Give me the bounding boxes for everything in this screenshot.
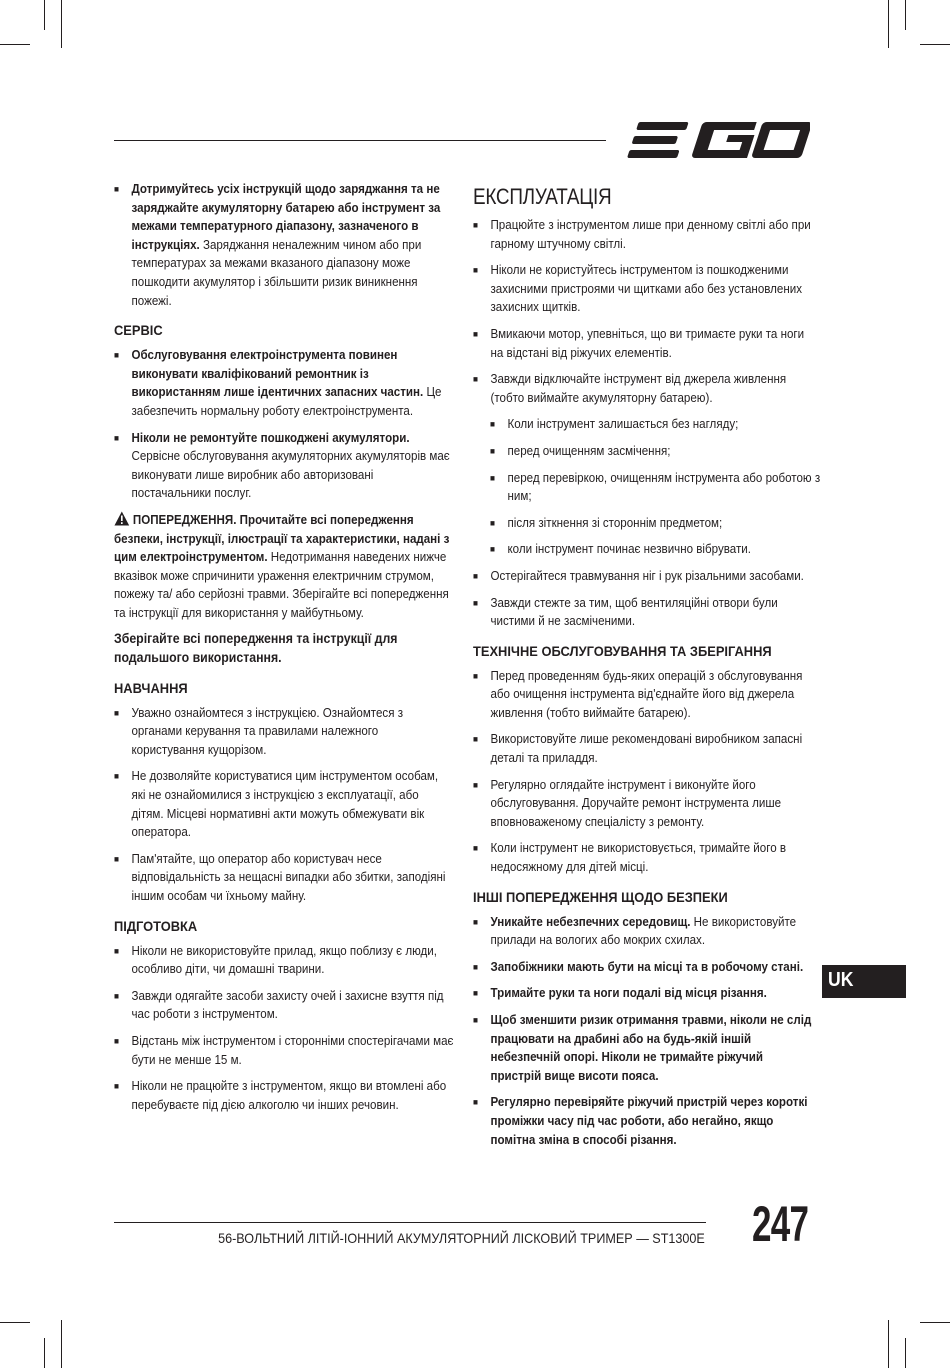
section-heading-training: НАВЧАННЯ: [114, 679, 188, 696]
section-heading-other: ІНШІ ПОПЕРЕДЖЕННЯ ЩОДО БЕЗПЕКИ: [473, 888, 728, 905]
right-column: [473, 182, 821, 1157]
warning-icon: [114, 511, 130, 526]
crop-mark: [0, 1322, 30, 1323]
sub-list-item: ■ перед перевіркою, очищенням інструмента або роботою з ним;: [490, 470, 821, 504]
ego-logo-mark: [620, 118, 810, 162]
sub-list-item: ■ перед очищенням засмічення;: [490, 443, 671, 458]
list-item: ■ Працюйте з інструментом лише при денному світлі або при гарному штучному світлі.: [473, 218, 811, 251]
sub-list-item: ■ після зіткнення зі стороннім предметом;: [490, 515, 723, 530]
crop-mark: [888, 1320, 889, 1368]
list-item: ■ Завжди відключайте інструмент від джерела живлення (тобто виймайте акумуляторну батарею).: [473, 372, 787, 405]
list-item: ■ Запобіжники мають бути на місці та в робочому стані.: [473, 959, 804, 974]
list-item: ■ Коли інструмент не використовується, тримайте його в недосяжному для дітей місці.: [473, 841, 787, 875]
crop-mark: [44, 0, 45, 30]
language-tab: [822, 965, 906, 998]
sub-list-item: ■ коли інструмент починає незвично вібрувати.: [490, 542, 751, 557]
section-heading-operation: ЕКСПЛУАТАЦІЯ: [473, 184, 612, 209]
crop-mark: [61, 1320, 62, 1368]
warning-paragraph: ПОПЕРЕДЖЕННЯ. Прочитайте всі попередження безпеки, інструкції, ілюстрації та характеристики, надані з цим електроінструментом. Недотримання наведених нижче вказівок може спричинити ураження електричним струмом, пожежу та/ або серйозні травми. Зберігайте всі попередження та інструкції для використання у майбутньому.: [114, 512, 450, 620]
crop-mark: [920, 44, 950, 45]
section-heading-service: СЕРВІС: [114, 322, 163, 339]
footer-rule: [114, 1222, 706, 1223]
page-number: 247: [752, 1196, 809, 1252]
list-item: ■ Ніколи не ремонтуйте пошкоджені акумулятори. Сервісне обслуговування акумуляторних акумуляторів має виконувати лише виробник або авторизовані постачальники послуг.: [114, 430, 450, 501]
list-item: ■ Пам'ятайте, що оператор або користувач несе відповідальність за нещасні випадки або збитки, заподіяні іншим особам чи їхньому майну.: [114, 851, 446, 903]
list-item: ■ Завжди одягайте засоби захисту очей і захисне взуття під час роботи з інструментом.: [114, 988, 444, 1022]
left-column: [114, 180, 456, 1122]
ego-logo: [620, 118, 810, 162]
list-item: ■ Тримайте руки та ноги подалі від місця різання.: [473, 986, 767, 1001]
list-item: ■ Обслуговування електроінструмента повинен виконувати кваліфікований ремонтник із використанням лише ідентичних запасних частин. Це забезпечить нормальну роботу електроінструмента.: [114, 348, 442, 418]
language-tab-label: UK: [828, 969, 854, 991]
list-item: ■ Ніколи не працюйте з інструментом, якщо ви втомлені або перебуваєте під дією алкоголю чи інших речовин.: [114, 1079, 447, 1112]
footer-text: 56-ВОЛЬТНИЙ ЛІТІЙ-ІОННИЙ АКУМУЛЯТОРНИЙ ЛІСКОВИЙ ТРИМЕР — ST1300E: [218, 1230, 705, 1246]
crop-mark: [905, 1338, 906, 1368]
list-item: ■ Використовуйте лише рекомендовані виробником запасні деталі та приладдя.: [473, 732, 803, 766]
list-item: ■ Завжди стежте за тим, щоб вентиляційні отвори були чистими й не засміченими.: [473, 595, 778, 629]
section-heading-maintenance: ТЕХНІЧНЕ ОБСЛУГОВУВАННЯ ТА ЗБЕРІГАННЯ: [473, 642, 772, 659]
save-note: Зберігайте всі попередження та інструкції для подальшого використання.: [114, 631, 398, 666]
list-item: ■ Ніколи не використовуйте прилад, якщо поблизу є люди, особливо діти, чи домашні тварини.: [114, 943, 437, 977]
crop-mark: [905, 0, 906, 30]
crop-mark: [44, 1338, 45, 1368]
list-item: ■ Щоб зменшити ризик отримання травми, ніколи не слід працювати на драбині або на будь-якій іншій небезпечній опорі. Ніколи не тримайте ріжучий пристрій вище висоти пояса.: [473, 1013, 812, 1083]
crop-mark: [920, 1322, 950, 1323]
crop-mark: [888, 0, 889, 48]
crop-mark: [61, 0, 62, 48]
list-item: ■ Уникайте небезпечних середовищ. Не використовуйте прилади на вологих або мокрих схилах.: [473, 914, 797, 948]
list-item: ■ Не дозволяйте користуватися цим інструментом особам, які не ознайомилися з інструкцією з експлуатації, або дітям. Місцеві нормативні акти можуть обмежувати вік оператора.: [114, 769, 439, 840]
list-item: ■ Ніколи не користуйтесь інструментом із пошкодженими захисними пристроями чи щитками або без установлених захисних щитків.: [473, 263, 803, 315]
section-heading-prep: ПІДГОТОВКА: [114, 917, 198, 934]
header-rule: [114, 140, 606, 141]
list-item: ■ Уважно ознайомтеся з інструкцією. Ознайомтеся з органами керування та правилами належного користування кущорізом.: [114, 705, 404, 757]
list-item: ■ Відстань між інструментом і сторонніми спостерігачами має бути не менше 15 м.: [114, 1033, 454, 1067]
list-item: ■ Дотримуйтесь усіх інструкцій щодо заряджання та не заряджайте акумуляторну батарею або інструмент за межами температурного діапазону, зазначеного в інструкціях. Заряджання неналежним чином або при температурах за межами вказаного діапазону може пошкодити акумулятор і збільшити ризик виникнення пожежі.: [114, 182, 441, 308]
sub-list-item: ■ Коли інструмент залишається без нагляду;: [490, 417, 739, 432]
list-item: ■ Вмикаючи мотор, упевніться, що ви тримаєте руки та ноги на відстані від ріжучих елементів.: [473, 326, 805, 360]
crop-mark: [0, 44, 30, 45]
list-item: ■ Регулярно оглядайте інструмент і виконуйте його обслуговування. Доручайте ремонт інструмента лише вповноваженому спеціалісту з ремонту.: [473, 777, 782, 829]
list-item: ■ Остерігайтеся травмування ніг і рук різальними засобами.: [473, 568, 804, 583]
list-item: ■ Регулярно перевіряйте ріжучий пристрій через короткі проміжки часу під час роботи, або негайно, якщо помітна зміна в способі різання.: [473, 1095, 808, 1147]
list-item: ■ Перед проведенням будь-яких операцій з обслуговування або очищення інструмента від'єднайте його від джерела живлення (тобто виймайте батарею).: [473, 668, 803, 720]
